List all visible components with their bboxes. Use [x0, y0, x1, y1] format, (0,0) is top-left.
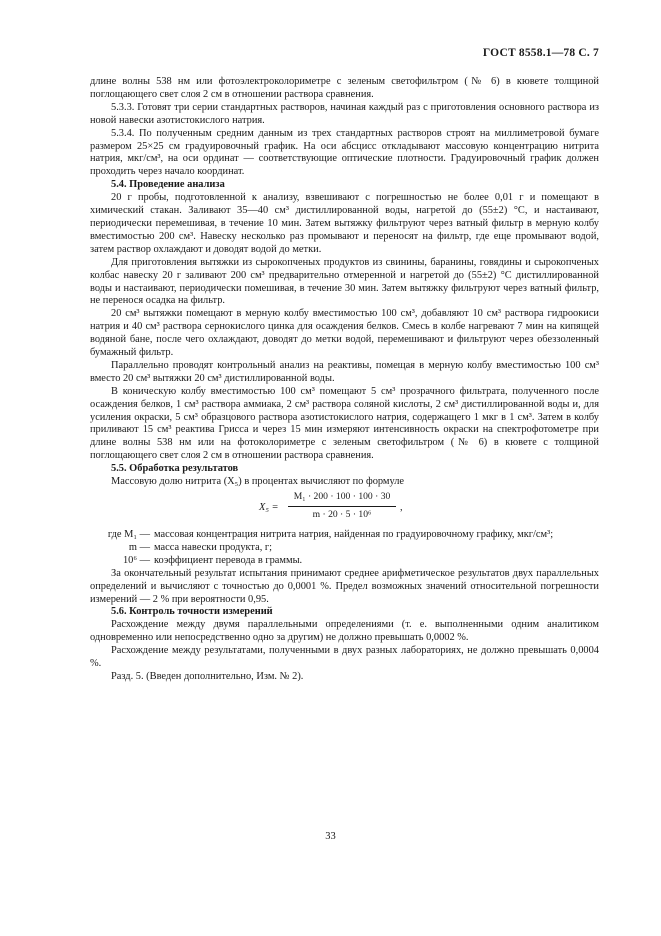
formula-comma: ,	[400, 502, 403, 513]
legend-text: массовая концентрация нитрита натрия, найденная по градуировочному графику, мкг/см³;	[154, 529, 554, 540]
paragraph-analysis-4: Параллельно проводят контрольный анализ на реактивы, помещая в мерную колбу вместимостью 100 см³ вместо 20 см³ вытяжки 20 см³ дистиллированной воды.	[90, 359, 599, 384]
formula-legend	[90, 529, 599, 568]
legend-row	[90, 555, 599, 568]
legend-text: коэффициент перевода в граммы.	[154, 554, 303, 566]
paragraph-analysis-5: В коническую колбу вместимостью 100 см³ помещают 5 см³ прозрачного фильтрата, полученного после осаждения белков, 1 см³ раствора аммиака, 2 см³ раствора соляной кислоты, 2 см³ дистиллированной воды и, для усиления окраски, 5 см³ образцового раствора азотистокислого натрия, содержащего 1 мкг в 1 см³. Затем в колбу приливают 15 см³ реактива Грисса и через 15 мин измеряют интенсивность окраски на спектрофотометре при длине волны 538 нм или на фотоколориметре с зеленым светофильтром (№ 6) в кювете с толщиной поглощающего свет слоя 2 см в отношении раствора сравнения.	[90, 385, 599, 462]
formula-fraction	[288, 491, 396, 522]
page-header: ГОСТ 8558.1—78 С. 7	[482, 47, 599, 59]
legend-row	[90, 529, 599, 542]
paragraph-formula-intro: Массовую долю нитрита (X₅) в процентах вычисляют по формуле	[111, 476, 405, 488]
legend-text: масса навески продукта, г;	[154, 541, 273, 553]
paragraph-analysis-1: 20 г пробы, подготовленной к анализу, взвешивают с погрешностью не более 0,01 г и помещают в химический стакан. Заливают 35—40 см³ дистиллированной воды, нагретой до (55±2) °С, и настаивают, периодически перемешивая, в течение 10 мин. Затем вытяжку фильтруют через ватный фильтр в мерную колбу вместимостью 200 см³. Навеску несколько раз промывают и переносят на фильтр, где еще промывают водой, затем раствор охлаждают и доводят водой до метки.	[90, 192, 599, 255]
legend-symbol: где M₁ —	[107, 529, 150, 540]
paragraph-534: 5.3.4. По полученным средним данным из трех стандартных растворов строят на миллиметровой бумаге размером 25×25 см градуировочный график. На оси абсцисс откладывают массовую концентрацию нитрита натрия, мкг/см³, на оси ординат — соответствующие оптические плотности. Градуировочный график должен проходить через начало координат.	[90, 127, 599, 178]
paragraph-result: За окончательный результат испытания принимают среднее арифметическое результатов двух параллельных определений и вычисляют с точностью до 0,0001 %. Предел возможных значений относительной погрешности измерений — 2 % при вероятности 0,95.	[90, 567, 599, 605]
page-number: 33	[325, 831, 336, 842]
formula-lhs: X₅ =	[259, 502, 279, 513]
paragraph-analysis-3: 20 см³ вытяжки помещают в мерную колбу вместимостью 100 см³, добавляют 10 см³ раствора гидроокиси натрия и 40 см³ раствора сернокислого цинка для осаждения белков. Смесь в колбе нагревают 7 мин на кипящей водяной бане, после чего охлаждают, доводят до метки водой, перемешивают и фильтруют через обеззоленный бумажный фильтр.	[90, 308, 599, 359]
paragraph-control-2: Расхождение между результатами, полученными в двух разных лабораториях, не должно превышать 0,0004 %.	[90, 645, 599, 670]
section-heading-55: 5.5. Обработка результатов	[111, 463, 239, 475]
paragraph-amendment-note: Разд. 5. (Введен дополнительно, Изм. № 2).	[111, 670, 304, 682]
legend-symbol: 10⁶ —	[122, 554, 150, 566]
paragraph-1: длине волны 538 нм или фотоэлектроколориметре с зеленым светофильтром (№ 6) в кювете толщиной поглощающего свет слоя 2 см в отношении раствора сравнения.	[90, 76, 599, 100]
formula-x5	[90, 491, 599, 525]
section-heading-54: 5.4. Проведение анализа	[111, 179, 225, 191]
legend-symbol: m —	[128, 541, 150, 553]
paragraph-control-1: Расхождение между двумя параллельными определениями (т. е. выполненными одним аналитиком одновременно или непосредственно одно за другим) не должно превышать 0,0002 %.	[90, 619, 599, 644]
document-body	[90, 76, 599, 684]
formula-numerator: M₁ · 200 · 100 · 100 · 30	[288, 491, 396, 507]
formula-denominator: m · 20 · 5 · 10⁶	[312, 508, 372, 520]
legend-row	[90, 542, 599, 555]
paragraph-533: 5.3.3. Готовят три серии стандартных растворов, начиная каждый раз с приготовления основного раствора из новой навески азотистокислого натрия.	[90, 101, 599, 126]
paragraph-analysis-2: Для приготовления вытяжки из сырокопченых продуктов из свинины, баранины, говядины и сырокопченых колбас навеску 20 г заливают 200 см³ предварительно отмеренной и нагретой до (55±2) °С дистиллированной воды и настаивают, периодически помешивая, в течение 30 мин. Затем вытяжку фильтруют через ватный фильтр, не перенося осадка на фильтр.	[90, 256, 599, 307]
section-heading-56: 5.6. Контроль точности измерений	[111, 606, 273, 618]
